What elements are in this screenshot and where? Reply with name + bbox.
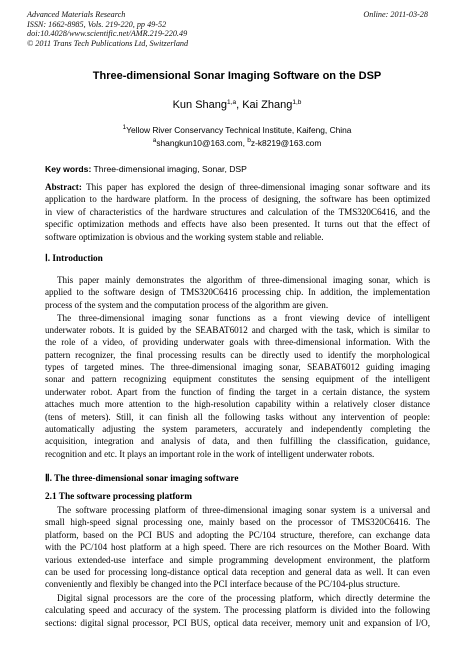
section-heading: Ⅱ. The three-dimensional sonar imaging software: [45, 474, 239, 484]
author-name: Kun Shang: [172, 99, 228, 111]
subsection-heading: 2.1 The software processing platform: [45, 492, 192, 502]
affiliation-mark: 1: [122, 124, 127, 131]
text-line: This paper mainly demonstrates the algorithm of three-dimensional imaging sonar, which is: [57, 275, 430, 285]
email-address: shangkun10@163.com,: [156, 138, 245, 148]
text-line: with the PC/104 host platform at a high speed. There are rich resources on the Mother Board. With: [45, 542, 430, 553]
text-line: process of the system and the computation process of the algorithm are given.: [45, 299, 329, 310]
email-address: z-k8219@163.com: [250, 138, 322, 148]
abstract-line: application to the hardware platform. In the process of designing, the software has been optimized: [45, 194, 430, 205]
journal-name: Advanced Materials Research: [27, 10, 126, 19]
text-line: applied to the software design of TMS320C6416 processing chip. In addition, the implementation: [45, 287, 430, 298]
text-line: underwater robot. Apart from the function of finding the target in a certain distance, the system: [45, 386, 430, 397]
text-line: The software processing platform of three-dimensional imaging sonar system is a universal and: [57, 505, 430, 515]
text-line: calculating speed and accuracy of the system. The processing platform is divided into the following: [45, 605, 430, 616]
keywords-label: Key words:: [45, 164, 92, 174]
author-name: Kai Zhang: [242, 99, 293, 111]
paper-title: Three-dimensional Sonar Imaging Software on the DSP: [92, 70, 382, 82]
text-line: platform, based on the PCI BUS and adopting the PC/104 structure, therefore, can exchange data: [45, 529, 430, 540]
section-heading: Ⅰ. Introduction: [45, 254, 103, 264]
abstract-line: This paper has explored the design of three-dimensional imaging sonar software and its: [81, 182, 430, 192]
text-line: underwater robots. It is guided by the SEABAT6012 and charged with the task, which is similar to: [45, 324, 430, 335]
author-affiliation-mark: 1,b: [292, 99, 302, 106]
abstract-line: software optimization is obvious and the working system stable and reliable.: [45, 231, 324, 242]
text-line: pattern recognizer, the final processing results can be directly used to identify the morphological: [45, 349, 430, 360]
text-line: automatically adjusting the system parameters, accurately and independently completing the: [45, 424, 430, 435]
abstract-line: specific optimization methods and effects have also been presented. It turns out that the effect of: [45, 219, 430, 230]
text-line: recognition and etc. It plays an important role in the work of intelligent underwater robots.: [45, 448, 375, 459]
author-emails: [0, 137, 474, 148]
text-line: sections: digital signal processor, PCI BUS, optical data receiver, memory unit and expansion of I/O,: [45, 617, 430, 628]
author-separator: ,: [236, 99, 243, 111]
text-line: The three-dimensional imaging sonar functions as a front viewing device of intelligent: [57, 312, 430, 323]
text-line: acquisition, integration and analysis of data, and then fulfilling the classification, guidance,: [45, 436, 430, 447]
keywords-text: Three-dimensional imaging, Sonar, DSP: [91, 164, 247, 174]
text-line: attaches much more attention to the high-resolution capability within a relatively closer distance: [45, 399, 430, 410]
text-line: small high-speed signal processing one, mainly based on the processor of TMS320C6416. The: [45, 517, 430, 528]
text-line: Digital signal processors are the core of the processing platform, which directly determine the: [57, 593, 430, 603]
text-line: (tens of meters). Still, it can finish all the following tasks without any intervention of people:: [45, 411, 430, 422]
platform-paragraph-2: [45, 592, 430, 629]
author-list: [0, 99, 474, 111]
email-mark: a: [152, 137, 157, 144]
platform-paragraph-1: [45, 504, 430, 591]
abstract: [45, 181, 430, 243]
issn-line: ISSN: 1662-8985, Vols. 219-220, pp 49-52: [27, 19, 167, 29]
text-line: the role of a video, of providing underwater goals with three-dimensional information. With the: [45, 337, 430, 348]
abstract-line: in view of characteristics of the hardware structures and calculation of the TMS320C6416, and the: [45, 206, 430, 217]
keywords: [45, 164, 247, 174]
email-mark: b: [247, 137, 251, 144]
author-affiliation-mark: 1,a: [227, 99, 237, 106]
doi-line: doi:10.4028/www.scientific.net/AMR.219-220.49: [27, 29, 188, 39]
text-line: types of targeted mines. The three-dimensional imaging sonar, SEABAT6012 guiding imaging: [45, 362, 430, 373]
text-line: various extended-use interface and simple programming development environment, the platform: [45, 554, 430, 565]
text-line: conveniently and flexibly be changed into the PCI interface because of the PC/104-plus structure.: [45, 579, 401, 590]
affiliation: [0, 124, 474, 135]
text-line: sonar and pattern recognizing equipment constitutes the sensing equipment of the intelligent: [45, 374, 430, 385]
abstract-label: Abstract:: [45, 182, 82, 192]
intro-paragraph-1: [45, 274, 430, 311]
affiliation-text: Yellow River Conservancy Technical Institute, Kaifeng, China: [126, 125, 352, 135]
intro-paragraph-2: [45, 312, 430, 461]
online-date: Online: 2011-03-28: [363, 10, 428, 19]
text-line: can be used for processing long-distance optical data reception and general data as well. It can even: [45, 566, 430, 577]
copyright-line: © 2011 Trans Tech Publications Ltd, Switzerland: [27, 38, 189, 48]
